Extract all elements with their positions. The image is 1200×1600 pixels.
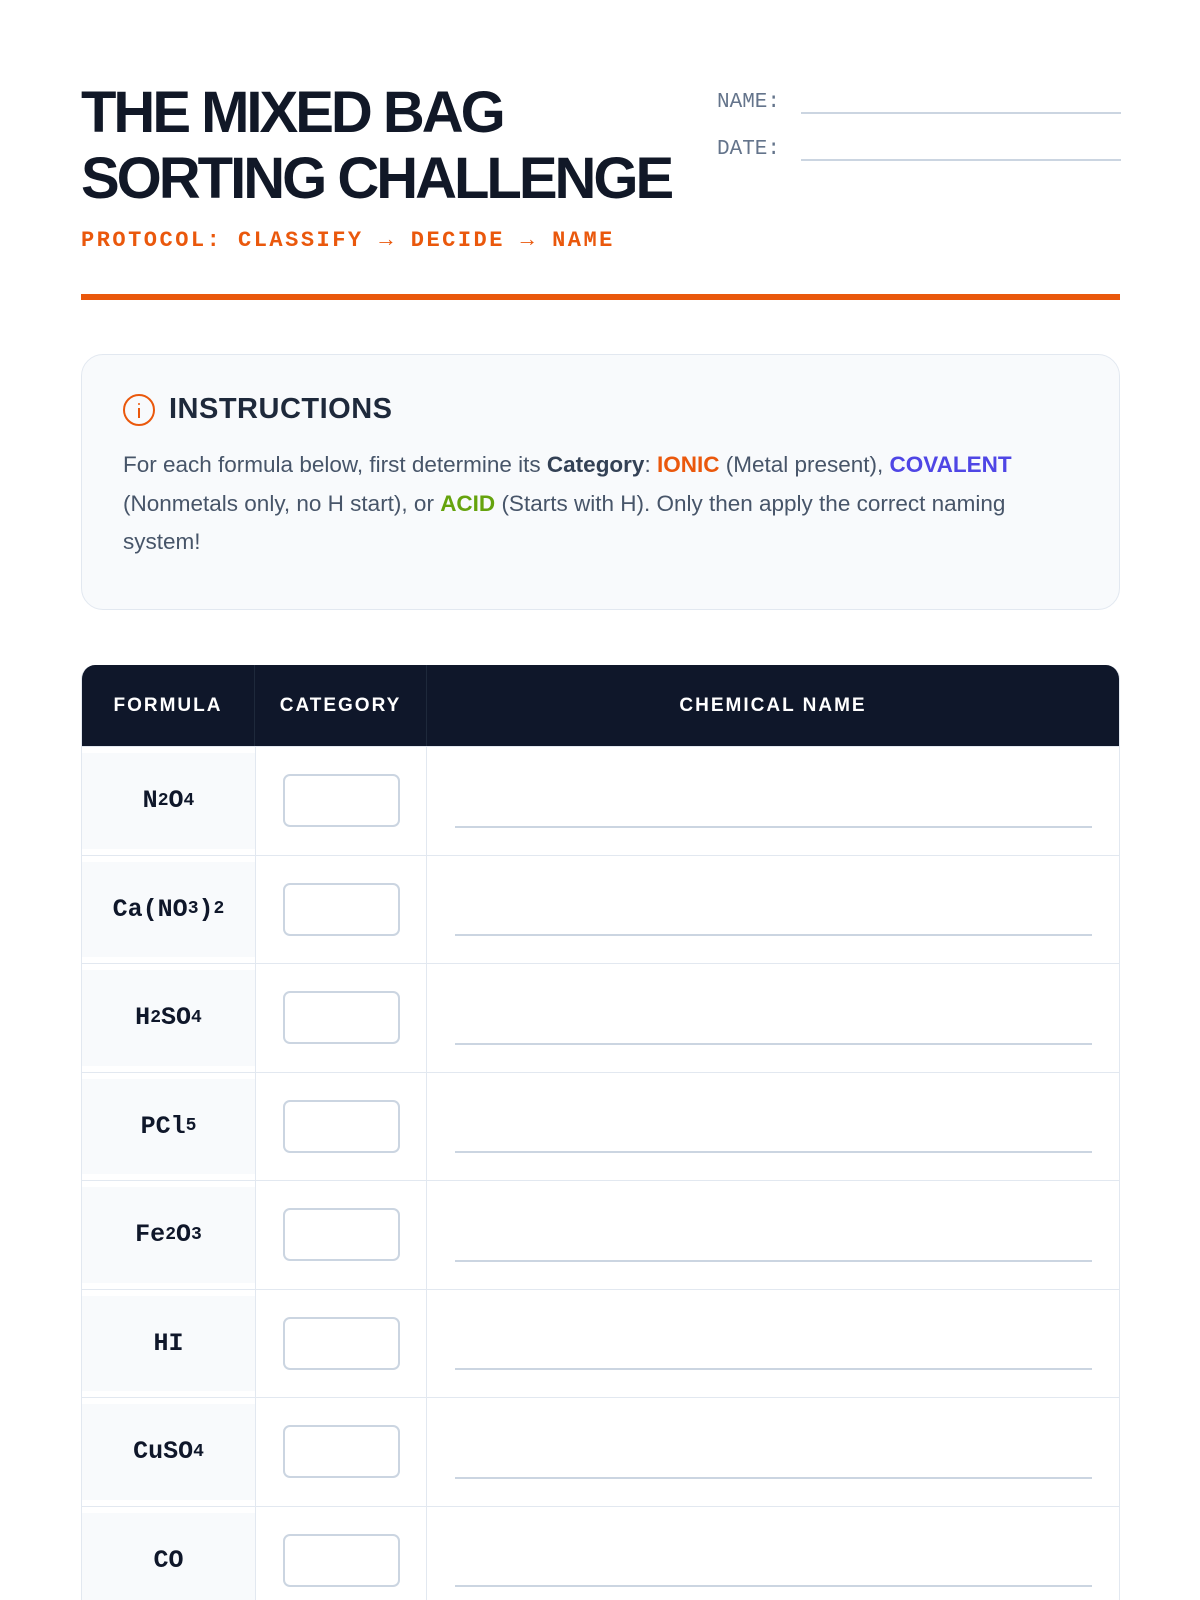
protocol-subtitle: PROTOCOL: CLASSIFY → DECIDE → NAME: [81, 228, 615, 253]
category-cell: [255, 1073, 427, 1181]
table-row: [82, 746, 1119, 855]
category-input-box[interactable]: [283, 883, 400, 936]
category-cell: [255, 1507, 427, 1600]
instructions-text-4: (Nonmetals only, no H start), or: [123, 490, 441, 516]
formula-text: H: [135, 1003, 151, 1033]
category-word: Category: [546, 452, 645, 477]
category-cell: [255, 1290, 427, 1398]
instructions-text-5: (Starts with H). Only then apply the correct naming system!: [123, 490, 1006, 554]
category-cell: [255, 1398, 427, 1506]
chemical-name-input-line[interactable]: [455, 1477, 1092, 1479]
name-field: [717, 82, 1121, 114]
chemical-name-input-line[interactable]: [455, 1585, 1092, 1587]
chemical-name-cell: [427, 1073, 1119, 1181]
page-title: THE MIXED BAG SORTING CHALLENGE: [81, 80, 672, 211]
formula-text: ): [198, 894, 214, 924]
formula-cell: H 2 SO 4: [82, 970, 255, 1066]
header-formula: FORMULA: [82, 665, 255, 746]
formula-text: O: [176, 1220, 192, 1250]
chemical-name-cell: [427, 1181, 1119, 1289]
date-label: DATE:: [717, 138, 781, 161]
chemical-name-input-line[interactable]: [455, 934, 1092, 936]
category-cell: [255, 1181, 427, 1289]
formula-text: SO: [161, 1003, 192, 1033]
category-input-box[interactable]: [283, 1100, 400, 1153]
category-cell: [255, 964, 427, 1072]
category-cell: [255, 856, 427, 964]
name-label: NAME:: [717, 91, 781, 114]
info-icon: [123, 394, 155, 426]
formula-cell: [82, 1513, 255, 1600]
formula-text: N: [142, 786, 158, 816]
covalent-label: COVALENT: [889, 452, 1012, 477]
formula-text: CO: [153, 1545, 184, 1575]
chemical-name-cell: [427, 747, 1119, 855]
instructions-heading: [123, 393, 1078, 426]
formula-text: HI: [153, 1328, 184, 1358]
chemical-name-input-line[interactable]: [455, 826, 1092, 828]
worksheet-header: [81, 80, 1120, 253]
ionic-label: IONIC: [656, 452, 720, 477]
table-body: [82, 746, 1119, 1600]
formula-cell: PCl 5: [82, 1079, 255, 1175]
chemical-name-input-line[interactable]: [455, 1368, 1092, 1370]
formula-cell: CuSO 4: [82, 1404, 255, 1500]
header-divider: [81, 294, 1120, 300]
formula-text: CuSO: [133, 1437, 194, 1467]
formula-cell: [82, 1296, 255, 1392]
instructions-text-2: :: [644, 452, 657, 477]
table-row: [82, 1289, 1119, 1398]
category-input-box[interactable]: [283, 1317, 400, 1370]
instructions-box: [81, 354, 1120, 610]
formula-text: PCl: [140, 1111, 186, 1141]
category-input-box[interactable]: [283, 1534, 400, 1587]
category-cell: [255, 747, 427, 855]
category-input-box[interactable]: [283, 774, 400, 827]
instructions-title: INSTRUCTIONS: [169, 393, 393, 425]
category-input-box[interactable]: [283, 1208, 400, 1261]
acid-label: ACID: [440, 490, 496, 516]
name-input-line[interactable]: [801, 82, 1121, 114]
chemical-name-input-line[interactable]: [455, 1151, 1092, 1153]
table-row: [82, 1506, 1119, 1600]
table-row: [82, 1397, 1119, 1506]
chemical-name-cell: [427, 964, 1119, 1072]
formula-text: Fe: [135, 1220, 166, 1250]
formula-text: O: [168, 786, 184, 816]
chemical-name-cell: [427, 856, 1119, 964]
header-chemical-name: CHEMICAL NAME: [679, 694, 867, 716]
instructions-text-1: For each formula below, first determine its: [123, 452, 547, 477]
formula-cell: Fe 2 O 3: [82, 1187, 255, 1283]
date-input-line[interactable]: [801, 129, 1121, 161]
header-category: CATEGORY: [255, 665, 427, 746]
category-input-box[interactable]: [283, 991, 400, 1044]
chemical-name-cell: [427, 1398, 1119, 1506]
table-row: [82, 1072, 1119, 1181]
formula-text: Ca(NO: [112, 894, 188, 924]
table-row: [82, 963, 1119, 1072]
instructions-text-3: (Metal present),: [719, 452, 890, 477]
chemical-name-cell: [427, 1507, 1119, 1600]
chemical-name-input-line[interactable]: [455, 1043, 1092, 1045]
chemical-name-input-line[interactable]: [455, 1260, 1092, 1262]
table-row: [82, 1180, 1119, 1289]
table-row: [82, 855, 1119, 964]
category-input-box[interactable]: [283, 1425, 400, 1478]
table-header: [82, 665, 1119, 746]
instructions-text: [123, 446, 1078, 562]
chemical-name-cell: [427, 1290, 1119, 1398]
formula-cell: Ca(NO 3 ) 2: [82, 862, 255, 958]
formula-cell: N 2 O 4: [82, 753, 255, 849]
formula-table: [81, 665, 1120, 1600]
student-fields: [717, 82, 1121, 176]
date-field: [717, 129, 1121, 161]
